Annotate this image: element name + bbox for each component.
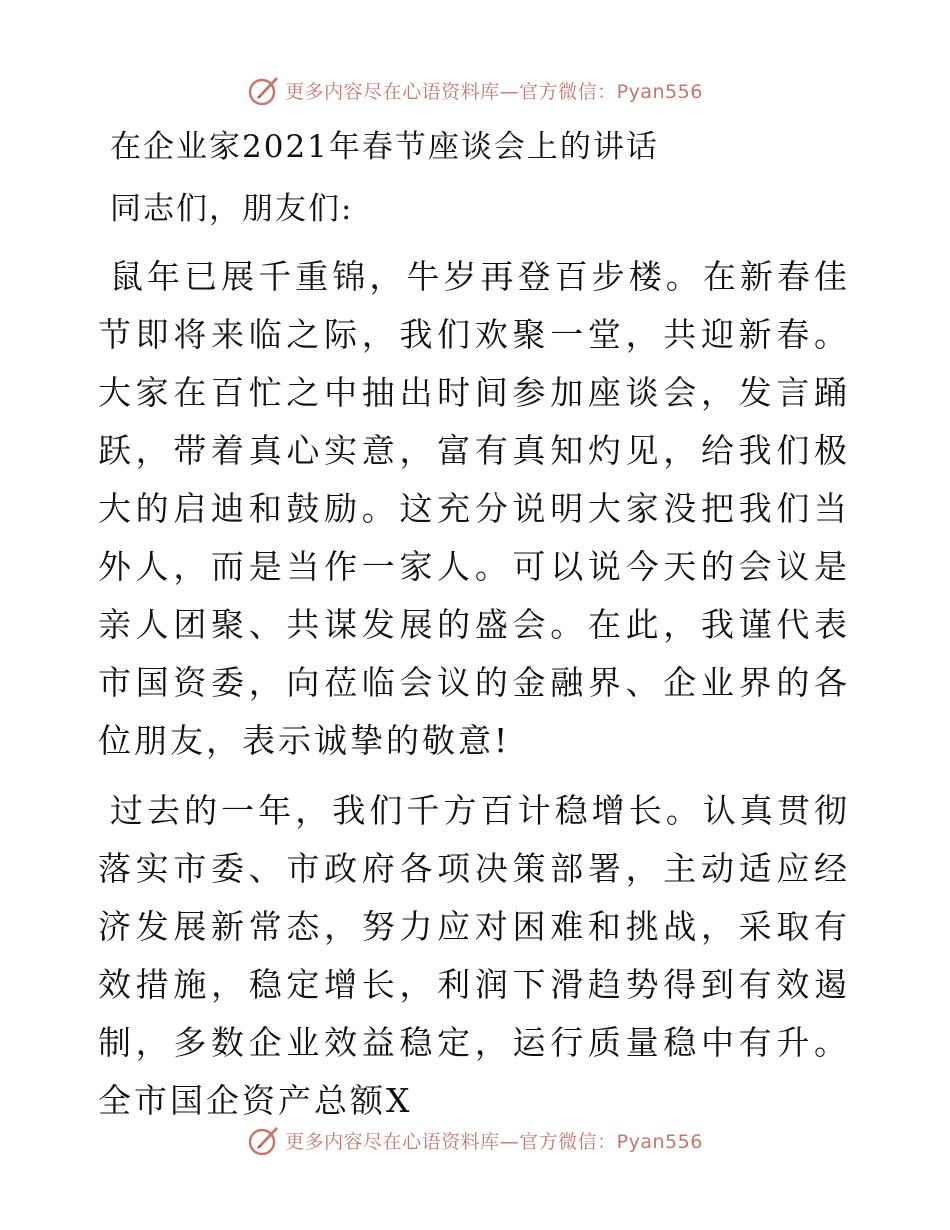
footer-watermark [0, 1120, 950, 1160]
paragraph-1: 鼠年已展千重锦，牛岁再登百步楼。在新春佳节即将来临之际，我们欢聚一堂，共迎新春。大家在百忙之中抽出时间参加座谈会，发言踊跃，带着真心实意，富有真知灼见，给我们极大的启迪和鼓励。这充分说明大家没把我们当外人，而是当作一家人。可以说今天的会议是亲人团聚、共谋发展的盛会。在此，我谨代表市国资委，向莅临会议的金融界、企业界的各位朋友，表示诚挚的敬意! [98, 257, 850, 760]
salutation: 同志们，朋友们: [110, 191, 354, 227]
watermark-text: 更多内容尽在心语资料库—官方微信：Pyan556 [285, 80, 703, 103]
quill-pen-logo-icon [247, 73, 281, 107]
paragraph-2: 过去的一年，我们千方百计稳增长。认真贯彻落实市委、市政府各项决策部署，主动适应经济发展新常态，努力应对困难和挑战，采取有效措施，稳定增长，利润下滑趋势得到有效遏制，多数企业效益稳定，运行质量稳中有升。全市国企资产总额X [98, 791, 850, 1120]
document-title: 在企业家2021年春节座谈会上的讲话 [110, 129, 659, 165]
header-watermark [0, 70, 950, 110]
watermark-text: 更多内容尽在心语资料库—官方微信：Pyan556 [285, 1130, 703, 1153]
quill-pen-logo-icon [247, 1123, 281, 1157]
document-body [98, 120, 850, 1130]
